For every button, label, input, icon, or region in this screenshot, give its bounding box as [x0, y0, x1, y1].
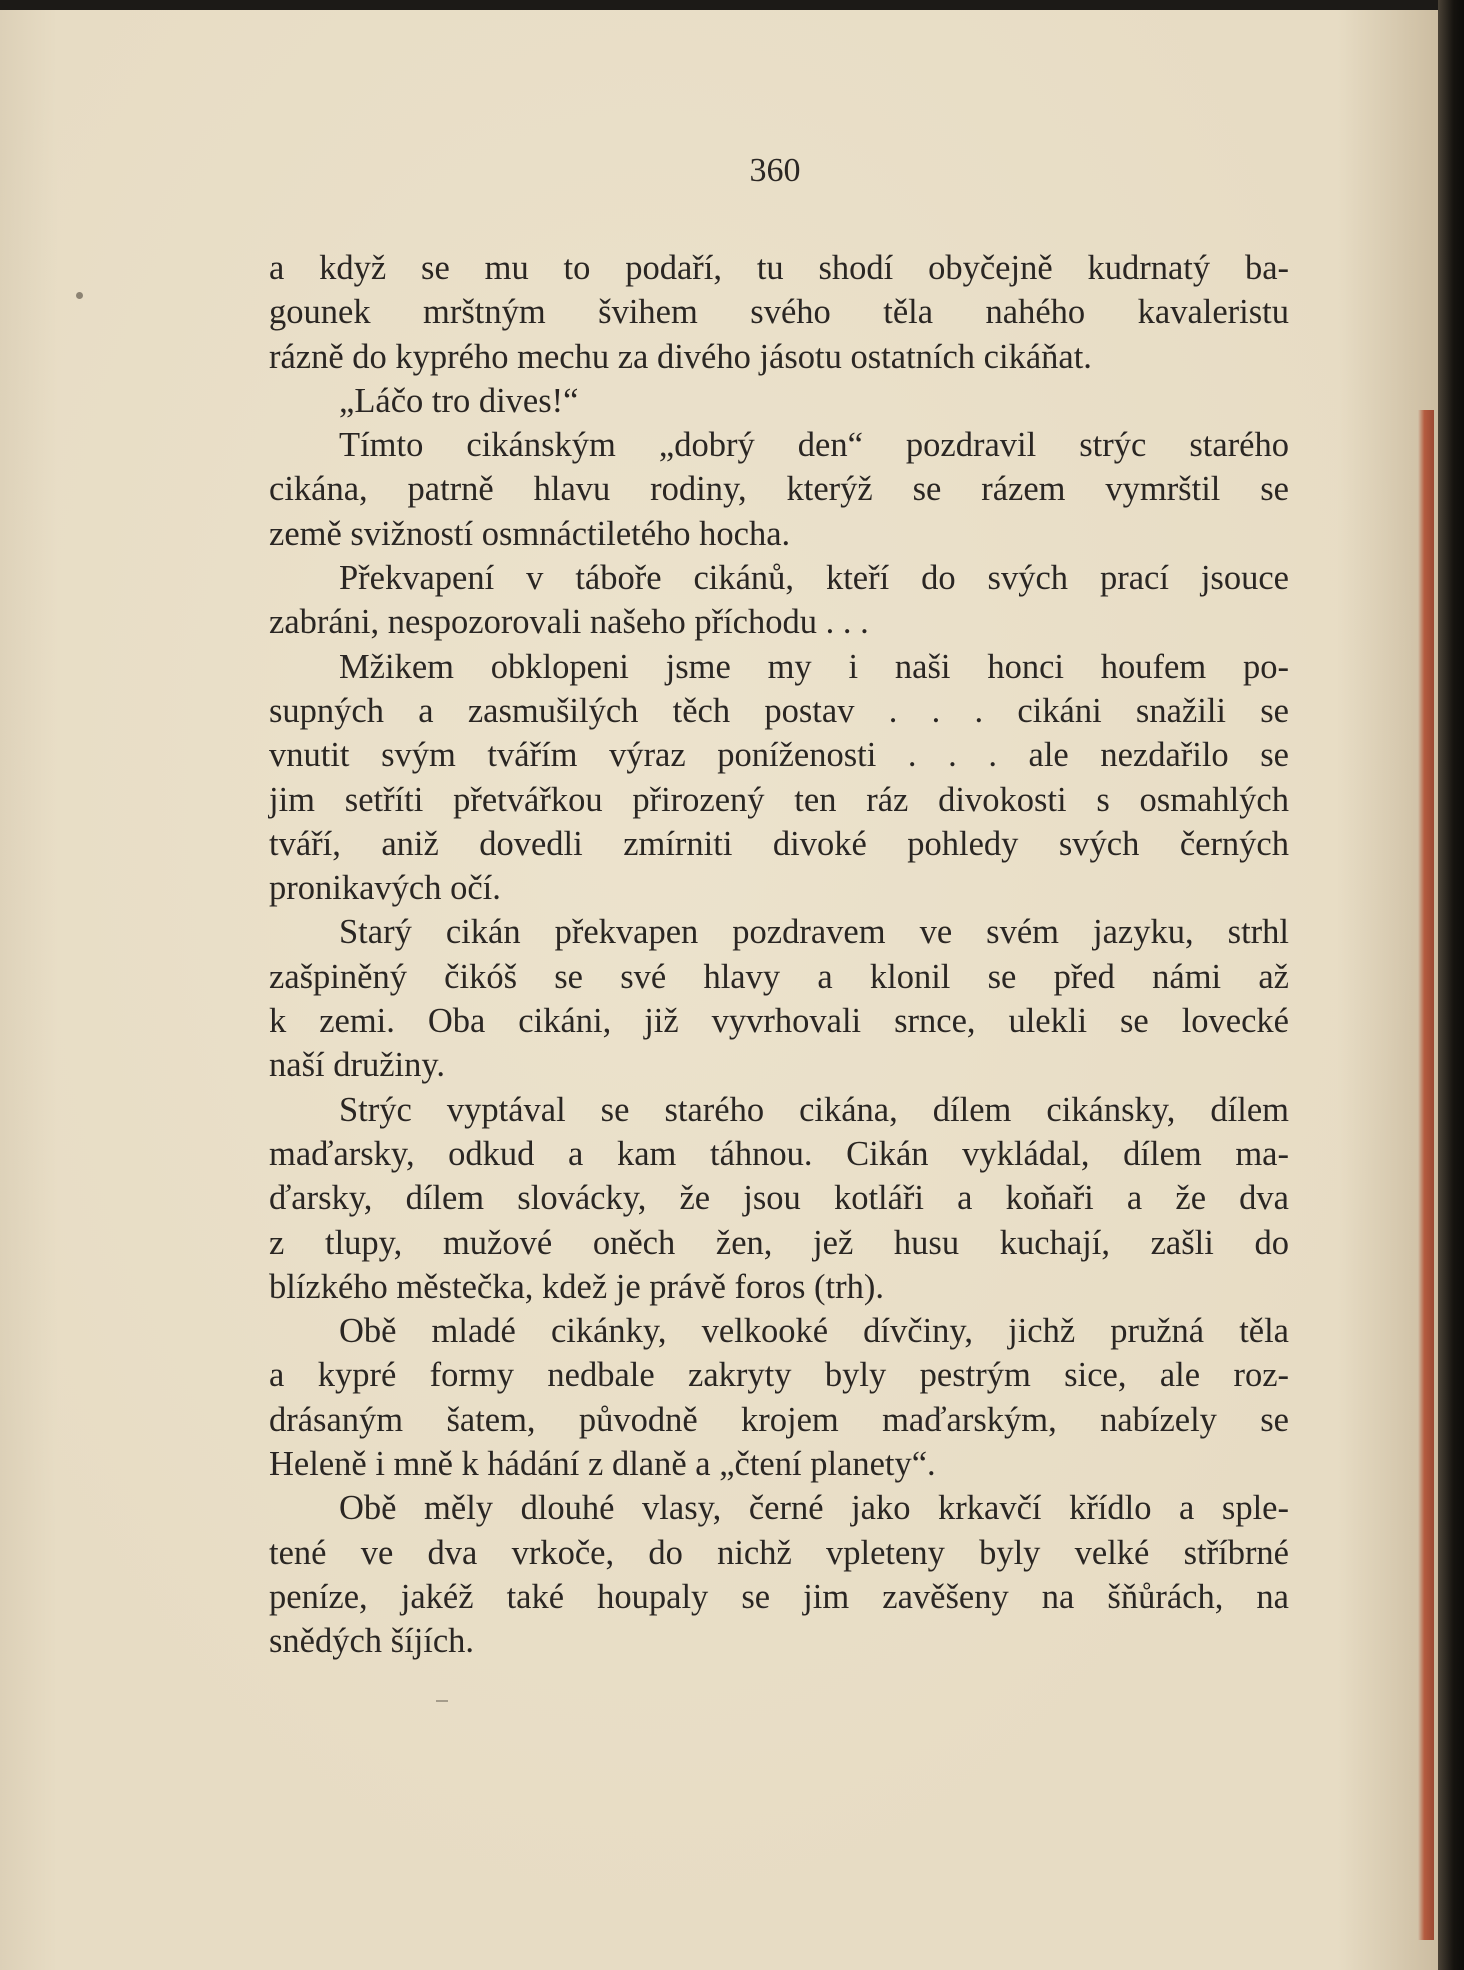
text-line: drásaným šatem, původně krojem maďarským, nabízely se — [269, 1400, 1289, 1439]
text-line: snědých šíjích. — [269, 1622, 475, 1661]
text-line: Obě měly dlouhé vlasy, černé jako krkavčí křídlo a sple- — [339, 1489, 1289, 1528]
text-line: Tímto cikánským „dobrý den“ pozdravil strýc starého — [339, 426, 1289, 465]
text-line: Mžikem obklopeni jsme my i naši honci houfem po- — [339, 647, 1289, 686]
text-line: tené ve dva vrkoče, do nichž vpleteny byly velké stříbrné — [269, 1533, 1289, 1572]
paper-speck — [76, 292, 83, 299]
book-page — [0, 10, 1438, 1970]
text-line: gounek mrštným švihem svého těla nahého kavaleristu — [269, 293, 1289, 332]
text-line: a kypré formy nedbale zakryty byly pestrým sice, ale roz- — [269, 1356, 1289, 1395]
text-line: Heleně i mně k hádání z dlaně a „čtení planety“. — [269, 1445, 936, 1484]
text-line: Obě mladé cikánky, velkooké dívčiny, jichž pružná těla — [339, 1312, 1289, 1351]
text-line: pronikavých očí. — [269, 869, 501, 908]
text-line: z tlupy, mužové oněch žen, jež husu kuchají, zašli do — [269, 1223, 1289, 1262]
text-line: maďarsky, odkud a kam táhnou. Cikán vykládal, dílem ma- — [269, 1134, 1289, 1173]
text-line: jim setříti přetvářkou přirozený ten ráz divokosti s osmahlých — [269, 780, 1289, 819]
text-line: a když se mu to podaří, tu shodí obyčejně kudrnatý ba- — [269, 249, 1289, 287]
text-line: zabráni, nespozorovali našeho příchodu . . . — [269, 603, 869, 642]
text-line: peníze, jakéž také houpaly se jim zavěšeny na šňůrách, na — [269, 1577, 1289, 1616]
text-line: blízkého městečka, kdež je právě foros (trh). — [269, 1267, 884, 1306]
book-binding-edge — [1438, 0, 1464, 1970]
text-line: supných a zasmušilých těch postav . . . cikáni snažili se — [269, 691, 1289, 730]
text-line: rázně do kyprého mechu za divého jásotu ostatních cikáňat. — [269, 337, 1092, 376]
text-line: „Láčo tro dives!“ — [339, 381, 579, 420]
text-line: Překvapení v táboře cikánů, kteří do svých prací jsouce — [339, 559, 1289, 598]
text-line: tváří, aniž dovedli zmírniti divoké pohledy svých černých — [269, 824, 1289, 863]
page-number: 360 — [749, 152, 801, 189]
text-line: vnutit svým tvářím výraz poníženosti . . . ale nezdařilo se — [269, 736, 1289, 775]
text-line: ďarsky, dílem slovácky, že jsou kotláři a koňaři a že dva — [269, 1179, 1289, 1218]
text-line: země svižností osmnáctiletého hocha. — [269, 514, 791, 553]
text-line: naší družiny. — [269, 1046, 445, 1085]
bookmark-ribbon — [1418, 410, 1434, 1940]
text-line: Strýc vyptával se starého cikána, dílem cikánsky, dílem — [339, 1090, 1289, 1129]
text-line: zašpiněný čikóš se své hlavy a klonil se před námi až — [269, 957, 1289, 996]
text-line: Starý cikán překvapen pozdravem ve svém jazyku, strhl — [339, 913, 1289, 952]
text-line: k zemi. Oba cikáni, již vyvrhovali srnce, ulekli se lovecké — [269, 1002, 1289, 1041]
body-text — [269, 246, 1289, 1664]
text-line: cikána, patrně hlavu rodiny, kterýž se rázem vymrštil se — [269, 470, 1289, 509]
print-mark — [436, 1700, 448, 1702]
